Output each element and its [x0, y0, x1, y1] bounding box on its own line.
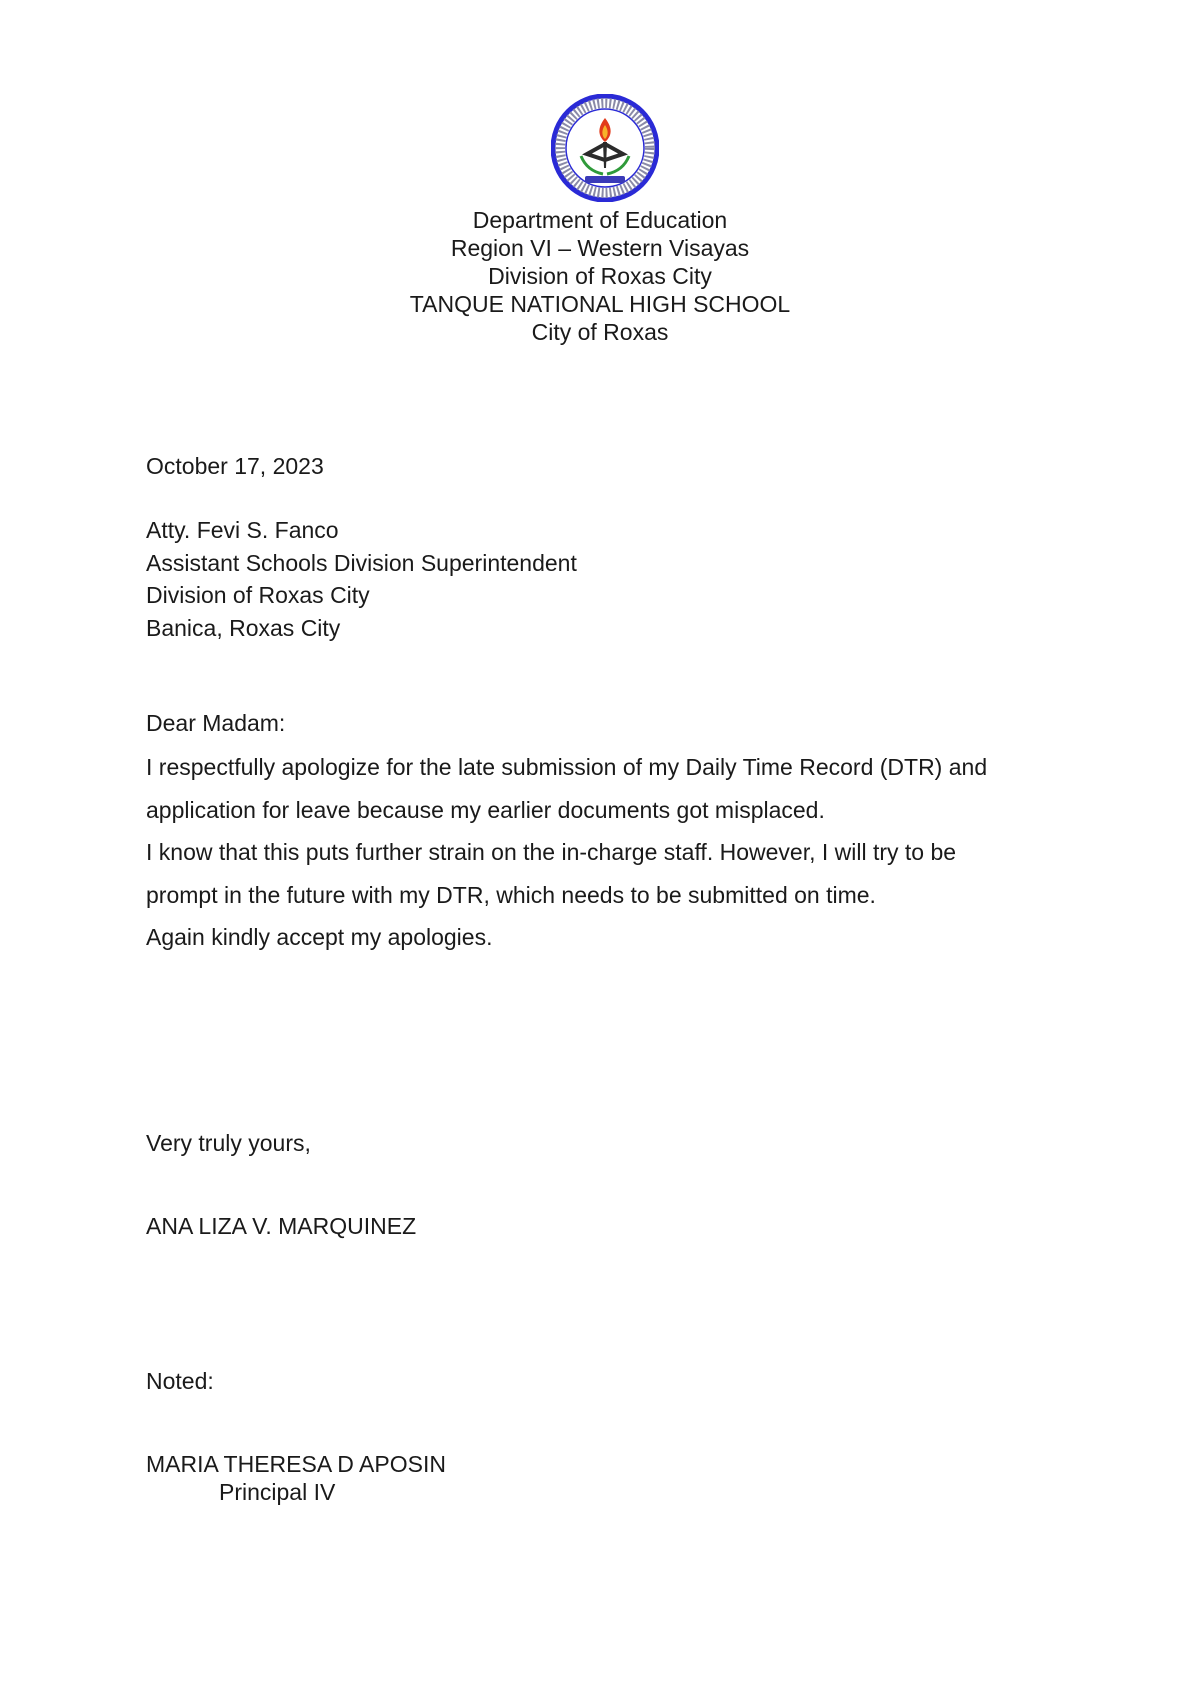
letterhead-division: Division of Roxas City — [488, 263, 712, 289]
letter-body — [146, 746, 987, 959]
recipient-office: Division of Roxas City — [146, 582, 370, 608]
body-line: I respectfully apologize for the late submission of my Daily Time Record (DTR) and — [146, 754, 988, 780]
body-line: Again kindly accept my apologies. — [146, 924, 493, 950]
recipient-address: Banica, Roxas City — [146, 614, 341, 641]
signatory-name: ANA LIZA V. MARQUINEZ — [146, 1213, 417, 1239]
closing: Very truly yours, — [146, 1130, 311, 1156]
seal-banner — [585, 176, 625, 183]
body-line: I know that this puts further strain on the in-charge staff. However, I will try to be — [146, 839, 957, 865]
noted-title: Principal IV — [219, 1479, 336, 1505]
body-line: prompt in the future with my DTR, which needs to be submitted on time. — [146, 881, 876, 908]
letterhead — [300, 206, 900, 346]
letterhead-school: TANQUE NATIONAL HIGH SCHOOL — [409, 291, 791, 317]
letterhead-region: Region VI – Western Visayas — [450, 235, 750, 261]
recipient-block — [146, 514, 577, 644]
body-line: application for leave because my earlier documents got misplaced. — [146, 796, 825, 823]
noted-name: MARIA THERESA D APOSIN — [146, 1451, 446, 1477]
school-seal-logo — [551, 94, 659, 202]
letterhead-department: Department of Education — [472, 207, 728, 233]
recipient-title: Assistant Schools Division Superintendent — [146, 549, 577, 576]
letter-date: October 17, 2023 — [146, 453, 324, 479]
noted-label: Noted: — [146, 1368, 214, 1394]
letterhead-city: City of Roxas — [531, 319, 669, 345]
salutation: Dear Madam: — [146, 710, 286, 736]
recipient-name: Atty. Fevi S. Fanco — [146, 517, 339, 543]
